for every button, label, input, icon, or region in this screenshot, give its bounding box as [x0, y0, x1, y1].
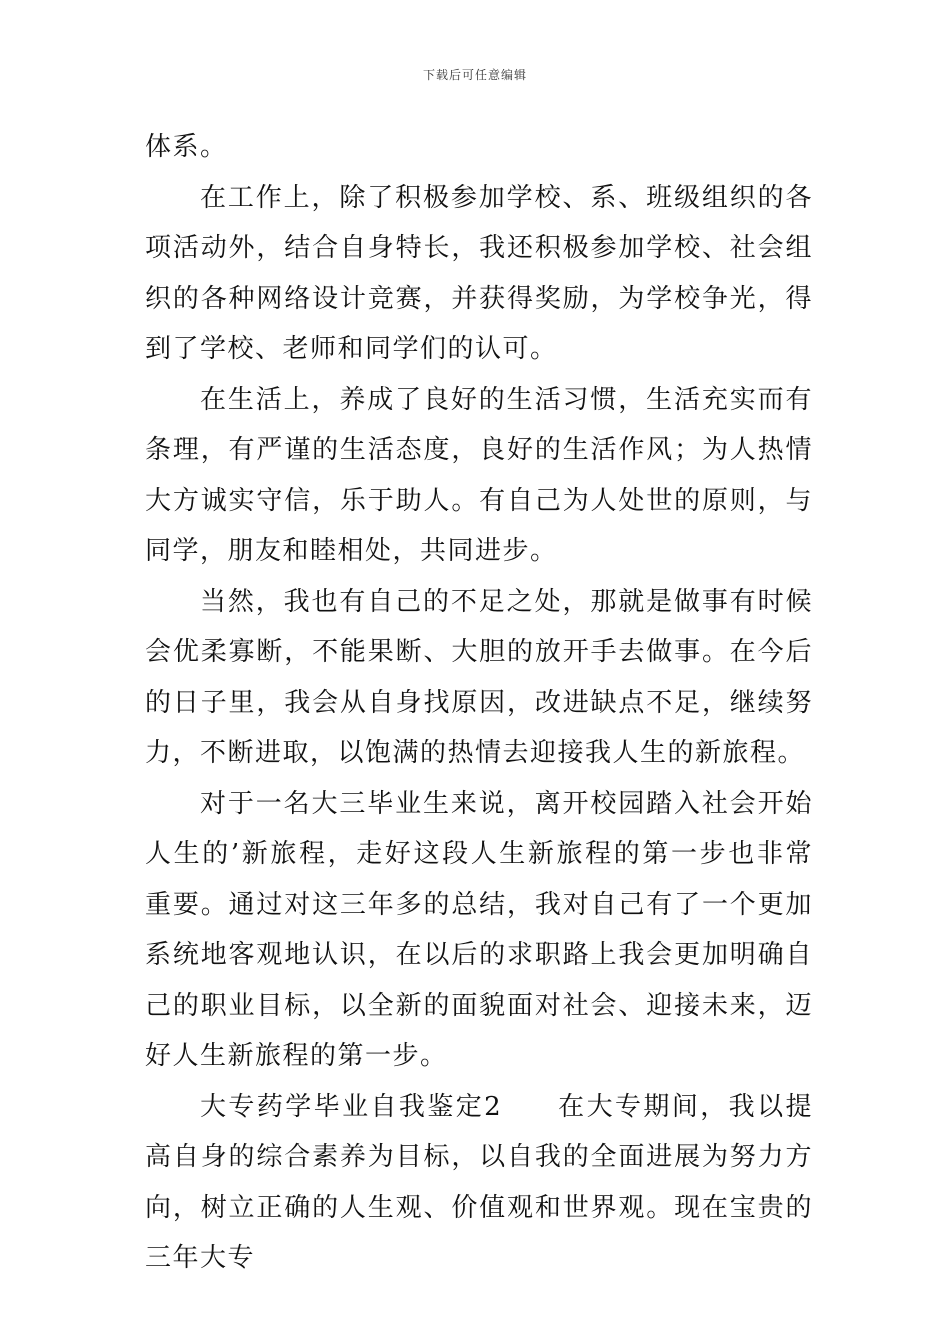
paragraph-conclusion: 对于一名大三毕业生来说，离开校园踏入社会开始人生的’新旅程，走好这段人生新旅程的第一步也非常重要。通过对这三年多的总结，我对自己有了一个更加系统地客观地认识，在以后的求职路上我会更加明确自己的职业目标，以全新的面貌面对社会、迎接未来，迈好人生新旅程的第一步。	[145, 788, 813, 1071]
paragraph-section-2	[145, 1082, 813, 1284]
paragraph-shortcomings: 当然，我也有自己的不足之处，那就是做事有时候会优柔寡断，不能果断、大胆的放开手去做事。在今后的日子里，我会从自身找原因，改进缺点不足，继续努力，不断进取，以饱满的热情去迎接我人生的新旅程。	[145, 586, 813, 768]
document-body	[145, 122, 813, 1284]
section-body: 在大专期间，我以提高自身的综合素养为目标，以自我的全面进展为努力方向，树立正确的人生观、价值观和世界观。现在宝贵的三年大专	[145, 1091, 813, 1273]
paragraph-continuation: 体系。	[145, 132, 228, 162]
page-header-note: 下载后可任意编辑	[422, 68, 527, 82]
section-title: 大专药学毕业自我鉴定2	[200, 1091, 503, 1122]
paragraph-life: 在生活上，养成了良好的生活习惯，生活充实而有条理，有严谨的生活态度，良好的生活作风；为人热情大方诚实守信，乐于助人。有自己为人处世的原则，与同学，朋友和睦相处，共同进步。	[145, 384, 813, 566]
paragraph-work: 在工作上，除了积极参加学校、系、班级组织的各项活动外，结合自身特长，我还积极参加学校、社会组织的各种网络设计竞赛，并获得奖励，为学校争光，得到了学校、老师和同学们的认可。	[145, 182, 813, 364]
